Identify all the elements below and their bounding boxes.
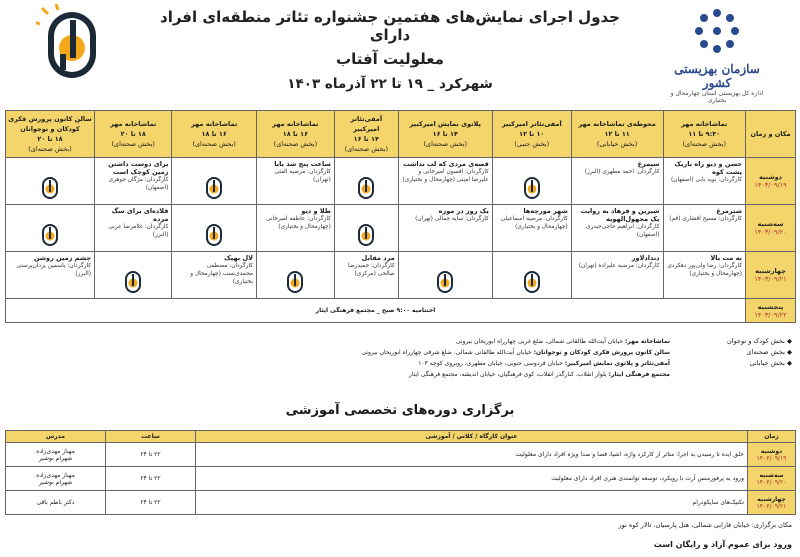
venue-address: بلوار انقلاب، کنارگذر انقلاب، کوی فرهنگیان، خیابان اندیشه، مجتمع فرهنگی ایثار: [408, 371, 609, 378]
teacher-name: شهرام نوشیر: [38, 478, 73, 486]
teacher-name: مهناز مهدی‌زاده: [36, 471, 75, 479]
play-director: کارگردان: مسیح افشاری (قم): [669, 216, 742, 222]
venue-name: آمفی‌تئاتر و پلاتوی نمایش امیرکبیر:: [564, 360, 670, 367]
column-header: [663, 111, 746, 158]
teacher-name: مهناز مهدی‌زاده: [36, 447, 75, 455]
training-teacher: [6, 491, 106, 515]
column-section: (بخش صحنه‌ای): [111, 140, 155, 148]
training-day: [748, 491, 796, 515]
play-director: کارگردان: یاسمین یزدان‌پرستی (البرز): [16, 263, 92, 277]
performance-cell: [172, 158, 257, 205]
play-director: کارگردان: نوید بابی (اصفهان): [671, 177, 742, 183]
training-day: [748, 467, 796, 491]
title-line3: شهرکرد _ ۱۹ تا ۲۲ آذرماه ۱۴۰۳: [287, 76, 493, 92]
play-director: کارگردان: مرضیه الفتی (تهران): [274, 169, 331, 183]
day-cell: [746, 158, 796, 205]
training-title: برگزاری دوره‌های تخصصی آموزشی: [285, 403, 515, 418]
column-section: (بخش صحنه‌ای): [273, 140, 318, 148]
performance-cell: [172, 205, 257, 252]
venue-address: خیابان آیت‌الله طالقانی شمالی، ضلع شرقی چهارراه ابوریحان بیرونی: [361, 349, 534, 356]
play-title: شیرین و فرهاد به روایت یک مجهول‌الهویه: [580, 207, 660, 223]
play-title: لال بهیک: [224, 254, 253, 262]
schedule-row: [6, 205, 796, 252]
training-header-teacher: مدرس: [6, 431, 106, 443]
training-topic: تکنیک‌های سایکودرام: [196, 491, 748, 515]
festival-mini-logo-icon: [40, 223, 60, 247]
column-header: [172, 111, 257, 158]
performance-cell: [492, 252, 571, 299]
org-subtitle: اداره کل بهزیستی استان چهارمحال و بختیاری: [670, 90, 764, 104]
day-cell: [746, 299, 796, 323]
column-time: ۹:۳۰ تا ۱۱: [688, 130, 721, 138]
training-location: مکان برگزاری: خیابان فارابی شمالی، هتل پارسیان، تالار کوه نور: [618, 521, 792, 529]
column-time: ۱۴ تا ۱۶: [432, 130, 458, 138]
closing-ceremony: اختتامیه ۹:۰۰ صبح _ مجتمع فرهنگی ایثار: [6, 299, 746, 323]
performance-cell: [571, 252, 663, 299]
org-name: سازمان بهزیستی کشور: [674, 62, 760, 90]
day-name: چهارشنبه: [757, 495, 786, 503]
column-header: [95, 111, 172, 158]
column-section: (بخش صحنه‌ای): [28, 145, 72, 153]
venue-name: تماشاخانه مهر:: [624, 338, 670, 345]
day-name: پنجشنبه: [757, 302, 784, 311]
festival-mini-logo-icon: [204, 223, 224, 247]
festival-mini-logo-icon: [356, 176, 376, 200]
training-table: [5, 430, 796, 515]
column-section: (بخش صحنه‌ای): [192, 140, 236, 148]
play-director: کارگردان: مرضیه اسماعیلی (چهارمحال و بختیاری): [500, 216, 568, 230]
venue-address: خیابان فردوسی جنوبی، خیابان مطهری، روبروی کوچه ۱۰۳: [418, 360, 565, 367]
day-date: ۱۴۰۳/۰۹/۲۱: [754, 275, 787, 283]
performance-cell: [492, 158, 571, 205]
day-date: ۱۴۰۳/۰۹/۱۹: [754, 181, 787, 189]
training-header-row: [6, 431, 796, 443]
performance-cell: [663, 205, 746, 252]
column-time: ۱۴ تا ۱۶: [353, 135, 379, 143]
column-venue: آمفی‌تئاتر امیرکبیر: [501, 120, 562, 128]
teacher-name: دکتر ناظم باقی: [36, 499, 75, 506]
play-title: قصه‌ی مردی که لب نداشت: [403, 160, 489, 168]
column-venue: محوطه‌ی تماشاخانه مهر: [578, 120, 656, 128]
column-venue: تماشاخانه مهر: [110, 120, 157, 128]
day-date: ۱۴۰۳/۰۹/۲۲: [754, 310, 787, 319]
performance-cell: [398, 205, 492, 252]
training-teacher: [6, 443, 106, 467]
play-title: حسن و دیو راه باریک پشت کوه: [674, 160, 742, 176]
play-title: شترمرغ: [716, 207, 742, 215]
play-title: طلا و دیو: [301, 207, 331, 215]
training-time: ۲۲ تا ۲۴: [106, 443, 196, 467]
column-time: ۱۶ تا ۱۸: [201, 130, 227, 138]
teacher-name: شهرام نوشیر: [38, 454, 73, 462]
training-day: [748, 443, 796, 467]
column-time: ۱۶ تا ۱۸: [282, 130, 309, 138]
performance-cell: [571, 158, 663, 205]
performance-cell: [663, 252, 746, 299]
free-entry-note: ورود برای عموم آزاد و رایگان است: [653, 540, 792, 549]
performance-cell: [95, 252, 172, 299]
play-director: کارگردان: سایه جمالی (تهران): [415, 216, 489, 222]
performance-cell: [6, 158, 95, 205]
performance-cell: [398, 158, 492, 205]
column-header: [571, 111, 663, 158]
corner-cell: مکان و زمان: [746, 111, 796, 158]
festival-mini-logo-icon: [522, 176, 542, 200]
day-name: سه‌شنبه: [759, 471, 784, 479]
day-date: ۱۴۰۳/۰۹/۲۰: [754, 228, 787, 236]
training-header-topic: عنوان کارگاه / کلاس / آموزشی: [196, 431, 748, 443]
performance-cell: [334, 252, 398, 299]
festival-mini-logo-icon: [435, 270, 455, 294]
section-legend: [727, 336, 792, 369]
column-venue: پلاتوی نمایش امیرکبیر: [409, 120, 481, 128]
day-name: دوشنبه: [758, 173, 783, 181]
venue-address: خیابان آیت‌الله طالقانی شمالی، ضلع غربی چهارراه ابوریحان بیرونی: [455, 338, 625, 345]
performance-cell: [256, 158, 334, 205]
day-date: ۱۴۰۳/۰۹/۲۱: [756, 502, 787, 510]
performance-cell: [663, 158, 746, 205]
performance-cell: [492, 205, 571, 252]
column-header: [334, 111, 398, 158]
play-director: کارگردان: احمد مطهری (البرز): [584, 169, 660, 175]
play-director: کارگردان: رضا ولی‌پور دهکردی (چهارمحال و بختیاری): [667, 263, 742, 277]
training-time: ۲۲ تا ۲۴: [106, 467, 196, 491]
play-title: برای دوست داشتن زمین کوچک است: [108, 160, 169, 176]
venue-line: [110, 347, 670, 358]
play-director: کارگردان: حمیدرضا صالحی (مرکزی): [347, 263, 395, 277]
performance-cell: [172, 252, 257, 299]
play-title: سیمرغ: [637, 160, 660, 168]
legend-item: ◆ بخش صحنه‌ای: [727, 347, 792, 358]
play-director: کارگردان: غلامرضا عربی (البرز): [108, 224, 169, 238]
day-cell: [746, 252, 796, 299]
play-title: دندادلاور: [631, 254, 660, 262]
legend-item: ◆ بخش کودک و نوجوان: [727, 336, 792, 347]
performance-cell: [571, 205, 663, 252]
venue-name: سالن کانون پرورش فکری کودکان و نوجوانان:: [533, 349, 670, 356]
column-header: [256, 111, 334, 158]
performance-cell: [95, 205, 172, 252]
column-time: ۱۸ تا ۲۰: [37, 135, 63, 143]
column-time: ۱۸ تا ۲۰: [120, 130, 146, 138]
column-header: [398, 111, 492, 158]
org-emblem-icon: [689, 6, 745, 56]
schedule-row: [6, 252, 796, 299]
title-block: [150, 8, 630, 92]
festival-mini-logo-icon: [40, 176, 60, 200]
column-section: (بخش جنبی): [514, 140, 550, 148]
festival-mini-logo-icon: [522, 270, 542, 294]
legend-item: ◆ بخش خیابانی: [727, 358, 792, 369]
page-header: [0, 0, 800, 110]
play-title: چشم زمین روشن: [33, 254, 92, 262]
column-header: [6, 111, 95, 158]
training-row: [6, 443, 796, 467]
performance-cell: [334, 205, 398, 252]
training-row: [6, 467, 796, 491]
performance-cell: [334, 158, 398, 205]
column-venue: تماشاخانه مهر: [272, 120, 319, 128]
column-header: [492, 111, 571, 158]
title-line2: معلولیت آفتاب: [336, 50, 444, 68]
training-header-day: زمان: [748, 431, 796, 443]
play-director: کارگردان: افسون امیرخانی و علیرضا امینی (چهارمحال و بختیاری): [402, 169, 489, 183]
venue-line: [110, 358, 670, 369]
play-title: یک روز در موزه: [438, 207, 489, 215]
play-director: کارگردان: عاطفه امیرخانی (چهارمحال و بختیاری): [266, 216, 331, 230]
performance-cell: [6, 252, 95, 299]
festival-mini-logo-icon: [123, 270, 143, 294]
closing-row: [6, 299, 796, 323]
performance-cell: [398, 252, 492, 299]
performance-cell: [6, 205, 95, 252]
day-cell: [746, 205, 796, 252]
performance-cell: [95, 158, 172, 205]
venue-name: مجتمع فرهنگی ایثار:: [608, 371, 670, 378]
play-director: کارگردان: مژگان جوهری (اصفهان): [108, 177, 169, 191]
venue-line: [110, 369, 670, 380]
schedule-table: [5, 110, 796, 323]
schedule-row: [6, 158, 796, 205]
org-logo: [662, 6, 772, 102]
training-row: [6, 491, 796, 515]
training-topic: ورود به پرفورمنس آرت با رویکرد، توسعه توانمندی هنری افراد دارای معلولیت: [196, 467, 748, 491]
column-venue: تماشاخانه مهر: [191, 120, 238, 128]
play-title: مرد مقابل: [361, 254, 395, 262]
day-date: ۱۴۰۳/۰۹/۱۹: [756, 454, 787, 462]
column-venue: تماشاخانه مهر: [681, 120, 728, 128]
title-line1: جدول اجرای نمایش‌های هفتمین جشنواره تئاتر منطقه‌ای افراد دارای: [160, 8, 620, 44]
column-venue: آمفی‌تئاتر امیرکبیر: [350, 115, 383, 133]
day-name: سه‌شنبه: [757, 220, 784, 228]
column-section: (بخش صحنه‌ای): [423, 140, 467, 148]
column-time: ۱۰ تا ۱۲: [519, 130, 545, 138]
play-director: کارگردان: مرضیه علیزاده (تهران): [578, 263, 660, 269]
training-header-time: ساعت: [106, 431, 196, 443]
day-name: دوشنبه: [760, 447, 783, 455]
play-title: به مت بالا: [710, 254, 742, 262]
festival-mini-logo-icon: [204, 176, 224, 200]
day-name: چهارشنبه: [755, 267, 786, 275]
column-section: (بخش خیابانی): [596, 140, 638, 148]
play-director: کارگردان: ابراهیم حاجی‌حیدری (اصفهان): [585, 224, 660, 238]
column-venue: سالن کانون پرورش فکری کودکان و نوجوانان: [8, 115, 92, 133]
venue-addresses: [110, 336, 670, 380]
column-section: (بخش صحنه‌ای): [682, 140, 726, 148]
festival-mini-logo-icon: [285, 270, 305, 294]
play-title: شهر مورچه‌ها: [523, 207, 568, 215]
festival-logo: [36, 4, 108, 82]
column-section: (بخش صحنه‌ای): [344, 145, 389, 153]
performance-cell: [256, 205, 334, 252]
training-teacher: [6, 467, 106, 491]
play-title: ساعت پنج شد بابا: [274, 160, 331, 168]
column-time: ۱۱ تا ۱۲: [604, 130, 630, 138]
training-topic: خلق ایده تا رسیدن به اجرا: متاثر از کارکرد واژه، اشیا، فضا و صدا ویژه افراد دارای معلولیت: [196, 443, 748, 467]
day-date: ۱۴۰۳/۰۹/۲۰: [756, 478, 787, 486]
venue-line: [110, 336, 670, 347]
training-time: ۲۲ تا ۲۴: [106, 491, 196, 515]
performance-cell: [256, 252, 334, 299]
play-title: قلاده‌ای برای سگ مرده: [111, 207, 169, 223]
play-director: کارگردان: مصطفی محمدی‌نسب (چهارمحال و بختیاری): [190, 263, 253, 285]
schedule-header-row: [6, 111, 796, 158]
festival-mini-logo-icon: [356, 223, 376, 247]
